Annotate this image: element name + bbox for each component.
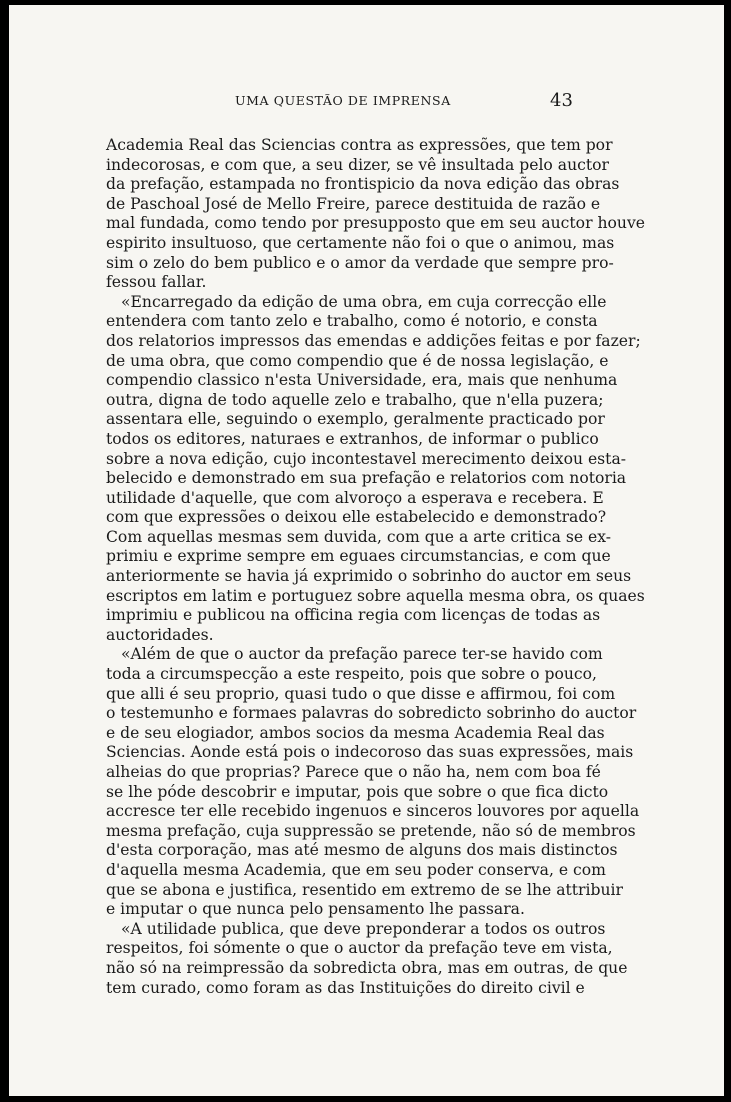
text-line: escriptos em latim e portuguez sobre aquella mesma obra, os quaes <box>106 586 645 605</box>
text-line: compendio classico n'esta Universidade, era, mais que nenhuma <box>106 371 618 390</box>
text-line: anteriormente se havia já exprimido o sobrinho do auctor em seus <box>106 567 632 586</box>
text-line: d'esta corporação, mas até mesmo de alguns dos mais distinctos <box>106 841 618 860</box>
text-line: mal fundada, como tendo por presupposto que em seu auctor houve <box>106 214 645 233</box>
text-line: Com aquellas mesmas sem duvida, com que a arte critica se ex- <box>106 527 612 546</box>
text-line: Sciencias. Aonde está pois o indecoroso das suas expressões, mais <box>106 743 634 762</box>
text-line: assentara elle, seguindo o exemplo, geralmente practicado por <box>106 410 605 429</box>
text-line: entendera com tanto zelo e trabalho, como é notorio, e consta <box>106 312 598 331</box>
running-title: UMA QUESTÃO DE IMPRENSA <box>235 93 451 108</box>
text-line: belecido e demonstrado em sua prefação e relatorios com notoria <box>106 469 627 488</box>
text-line: toda a circumspecção a este respeito, pois que sobre o pouco, <box>106 665 597 684</box>
text-line: espirito insultuoso, que certamente não foi o que o animou, mas <box>106 233 615 252</box>
text-line: de Paschoal José de Mello Freire, parece destituida de razão e <box>106 194 601 213</box>
text-line: mesma prefação, cuja suppressão se pretende, não só de membros <box>106 821 636 840</box>
text-line: sobre a nova edição, cujo incontestavel merecimento deixou esta- <box>106 449 627 468</box>
text-line: se lhe póde descobrir e imputar, pois que sobre o que fica dicto <box>106 782 609 801</box>
text-line: utilidade d'aquelle, que com alvoroço a esperava e recebera. E <box>106 488 604 507</box>
page-header <box>9 90 724 115</box>
text-line: que alli é seu proprio, quasi tudo o que disse e affirmou, foi com <box>106 684 616 703</box>
text-line: que se abona e justifica, resentido em extremo de se lhe attribuir <box>106 880 623 899</box>
text-line: auctoridades. <box>106 625 214 644</box>
text-line: indecorosas, e com que, a seu dizer, se vê insultada pelo auctor <box>106 155 609 174</box>
text-line: da prefação, estampada no frontispicio da nova edição das obras <box>106 175 620 194</box>
page-number: 43 <box>550 90 573 111</box>
text-line: alheias do que proprias? Parece que o não ha, nem com boa fé <box>106 763 601 781</box>
text-line: e imputar o que nunca pelo pensamento lhe passara. <box>106 900 525 919</box>
text-line: todos os editores, naturaes e extranhos, de informar o publico <box>106 429 599 448</box>
text-line: sim o zelo do bem publico e o amor da verdade que sempre pro- <box>106 253 614 272</box>
paragraph-start-line: «Encarregado da edição de uma obra, em cuja correcção elle <box>121 292 607 311</box>
text-line: dos relatorios impressos das emendas e addições feitas e por fazer; <box>106 331 641 350</box>
text-line: outra, digna de todo aquelle zelo e trabalho, que n'ella puzera; <box>106 390 604 409</box>
body-text <box>106 136 645 998</box>
text-line: e de seu elogiador, ambos socios da mesma Academia Real das <box>106 723 605 742</box>
text-line: fessou fallar. <box>106 273 207 292</box>
paragraph-start-line: «A utilidade publica, que deve preponderar a todos os outros <box>121 919 606 938</box>
text-line: com que expressões o deixou elle estabelecido e demonstrado? <box>106 508 607 527</box>
text-line: tem curado, como foram as das Instituições do direito civil e <box>106 978 585 997</box>
text-line: de uma obra, que como compendio que é de nossa legislação, e <box>106 351 609 370</box>
text-line: o testemunho e formaes palavras do sobredicto sobrinho do auctor <box>106 704 637 723</box>
text-line: respeitos, foi sómente o que o auctor da prefação teve em vista, <box>106 939 613 958</box>
text-line: não só na reimpressão da sobredicta obra, mas em outras, de que <box>106 958 628 977</box>
paragraph-start-line: «Além de que o auctor da prefação parece ter-se havido com <box>121 645 603 664</box>
text-line: Academia Real das Sciencias contra as expressões, que tem por <box>106 136 613 154</box>
text-line: accresce ter elle recebido ingenuos e sinceros louvores por aquella <box>106 802 640 821</box>
book-page <box>9 5 724 1096</box>
text-line: primiu e exprime sempre em eguaes circumstancias, e com que <box>106 547 611 566</box>
text-line: imprimiu e publicou na officina regia com licenças de todas as <box>106 606 601 625</box>
text-line: d'aquella mesma Academia, que em seu poder conserva, e com <box>106 860 606 879</box>
